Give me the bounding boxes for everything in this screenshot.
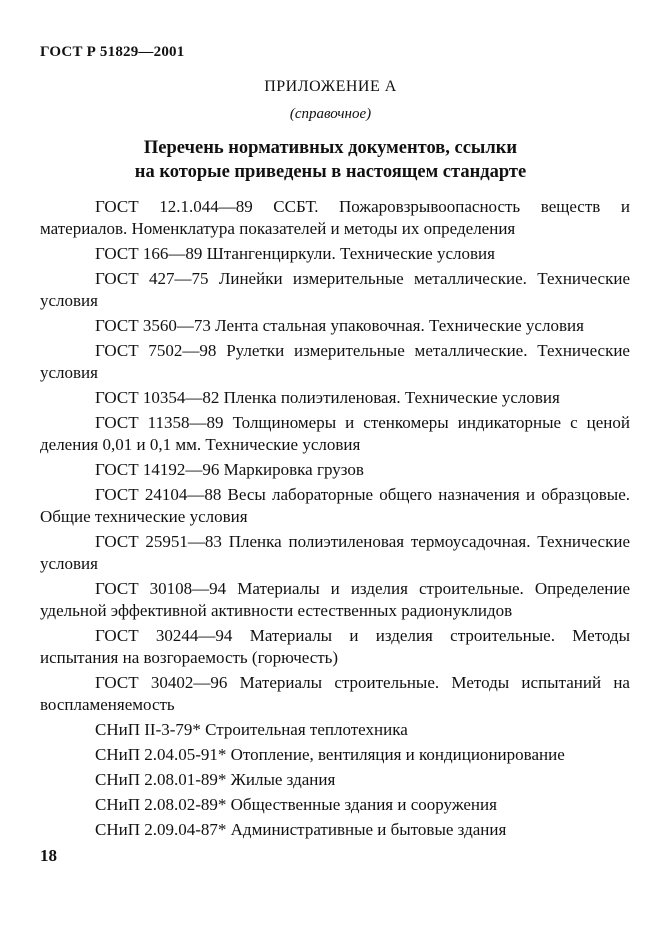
reference-item <box>40 459 630 481</box>
reference-code: ГОСТ 427—75 <box>95 269 209 288</box>
reference-code: СНиП II-3-79* <box>95 720 201 739</box>
appendix-note: (справочное) <box>289 106 372 122</box>
reference-item <box>40 578 630 622</box>
reference-title: Жилые здания <box>230 770 336 789</box>
reference-item <box>40 268 630 312</box>
reference-item <box>40 744 630 766</box>
reference-title: Материалы и изделия строительные. Определение удельной эффективной активности естественных радионуклидов <box>40 579 631 620</box>
reference-title: Лента стальная упаковочная. Технические условия <box>215 316 584 335</box>
reference-item <box>40 387 630 409</box>
reference-item <box>40 672 630 716</box>
reference-title: Штангенциркули. Технические условия <box>206 244 495 263</box>
reference-title: Толщиномеры и стенкомеры индикаторные с ценой деления 0,01 и 0,1 мм. Технические условия <box>40 413 630 454</box>
reference-code: ГОСТ 166—89 <box>95 244 203 263</box>
reference-item <box>40 412 630 456</box>
reference-item <box>40 315 630 337</box>
reference-title: Общественные здания и сооружения <box>230 795 497 814</box>
reference-title: Пленка полиэтиленовая термоусадочная. Технические условия <box>40 532 630 573</box>
reference-item <box>40 196 630 240</box>
appendix-title: ПРИЛОЖЕНИЕ А <box>264 78 397 95</box>
reference-item <box>40 484 630 528</box>
references-title-line-2: на которые приведены в настоящем стандарте <box>134 162 527 182</box>
reference-item <box>40 769 630 791</box>
reference-title: Маркировка грузов <box>223 460 364 479</box>
reference-code: ГОСТ 10354—82 <box>95 388 220 407</box>
reference-title: ССБТ. Пожаровзрывоопасность веществ и материалов. Номенклатура показателей и методы их определения <box>40 197 630 238</box>
reference-code: ГОСТ 30402—96 <box>95 673 228 692</box>
reference-title: Пленка полиэтиленовая. Технические условия <box>223 388 560 407</box>
page-number: 18 <box>40 846 57 865</box>
reference-item <box>40 819 630 841</box>
reference-item <box>40 243 630 265</box>
reference-code: ГОСТ 30244—94 <box>95 626 233 645</box>
reference-code: ГОСТ 7502—98 <box>95 341 217 360</box>
reference-title: Отопление, вентиляция и кондиционирование <box>230 745 565 764</box>
document-code: ГОСТ Р 51829—2001 <box>40 44 185 60</box>
reference-title: Материалы и изделия строительные. Методы испытания на возгораемость (горючесть) <box>40 626 630 667</box>
reference-title: Административные и бытовые здания <box>230 820 507 839</box>
reference-title: Весы лабораторные общего назначения и образцовые. Общие технические условия <box>40 485 630 526</box>
reference-title: Линейки измерительные металлические. Технические условия <box>40 269 630 310</box>
reference-code: ГОСТ 3560—73 <box>95 316 211 335</box>
reference-code: ГОСТ 24104—88 <box>95 485 222 504</box>
reference-code: СНиП 2.08.01-89* <box>95 770 227 789</box>
reference-code: СНиП 2.04.05-91* <box>95 745 227 764</box>
reference-item <box>40 719 630 741</box>
reference-code: ГОСТ 25951—83 <box>95 532 222 551</box>
reference-title: Строительная теплотехника <box>205 720 408 739</box>
reference-code: ГОСТ 11358—89 <box>95 413 224 432</box>
reference-code: ГОСТ 12.1.044—89 <box>95 197 253 216</box>
reference-code: СНиП 2.09.04-87* <box>95 820 227 839</box>
reference-item <box>40 625 630 669</box>
reference-item <box>40 340 630 384</box>
reference-code: ГОСТ 14192—96 <box>95 460 220 479</box>
reference-code: СНиП 2.08.02-89* <box>95 795 227 814</box>
references-title-line-1: Перечень нормативных документов, ссылки <box>143 138 518 158</box>
reference-item <box>40 794 630 816</box>
reference-item <box>40 531 630 575</box>
reference-title: Материалы строительные. Методы испытаний на воспламеняемость <box>40 673 630 714</box>
references-title <box>0 136 661 184</box>
reference-title: Рулетки измерительные металлические. Технические условия <box>40 341 630 382</box>
reference-code: ГОСТ 30108—94 <box>95 579 227 598</box>
references-list <box>40 196 630 844</box>
